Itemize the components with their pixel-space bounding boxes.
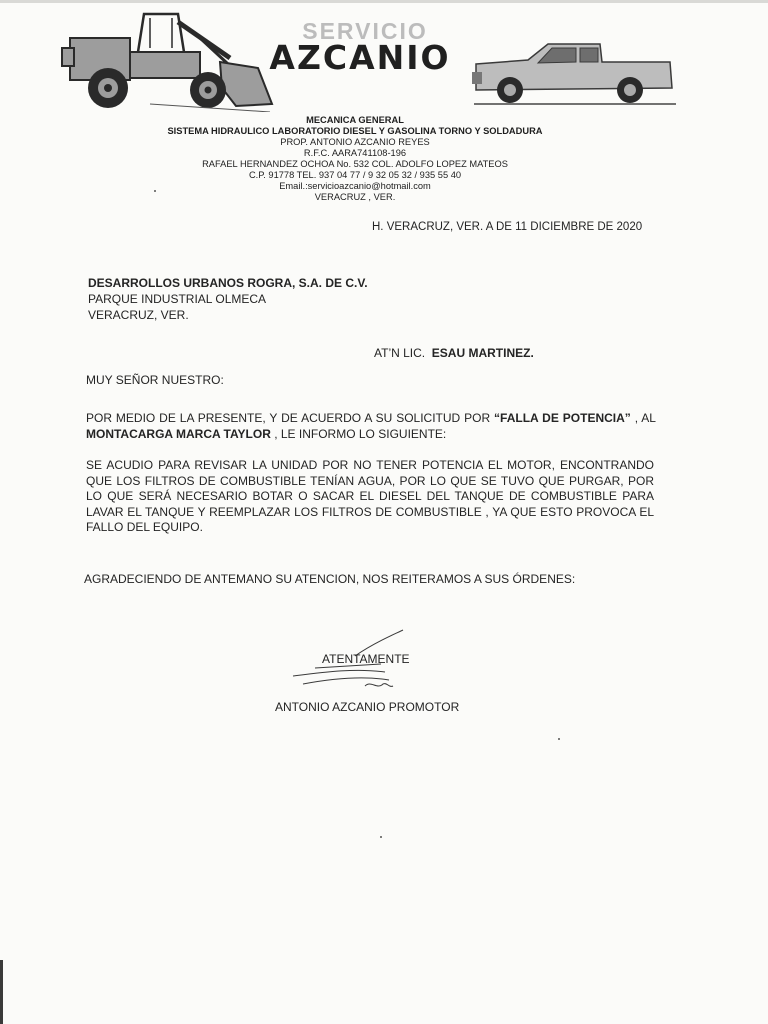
recipient-city: VERACRUZ, VER. (88, 308, 189, 322)
intro-text: POR MEDIO DE LA PRESENTE, Y DE ACUERDO A SU SOLICITUD POR (86, 411, 495, 425)
body-line: FALLO DEL EQUIPO. (86, 520, 203, 535)
signoff: ATENTAMENTE (322, 652, 410, 666)
brand-azcanio: AZCANIO (269, 38, 451, 77)
letterhead-line: SISTEMA HIDRAULICO LABORATORIO DIESEL Y GASOLINA TORNO Y SOLDADURA (167, 126, 543, 136)
body-line: QUE LOS FILTROS DE COMBUSTIBLE TENÍAN AGUA, POR LO QUE SE TUVO QUE PURGAR, POR (86, 473, 654, 488)
intro-emphasis: “FALLA DE POTENCIA” (494, 411, 631, 425)
intro-line-1 (86, 411, 656, 427)
letterhead-line: R.F.C. AARA741108-196 (303, 148, 407, 158)
attention-line (374, 346, 534, 362)
letterhead-line: Email.:servicioazcanio@hotmail.com (279, 181, 431, 191)
intro-emphasis: MONTACARGA MARCA TAYLOR (86, 426, 271, 441)
body-paragraph (86, 458, 654, 536)
scan-speck (380, 836, 382, 838)
letterhead-info (150, 115, 560, 203)
body-line: SE ACUDIO PARA REVISAR LA UNIDAD POR NO TENER POTENCIA EL MOTOR, ENCONTRANDO (86, 458, 654, 472)
body-line: LAVAR EL TANQUE Y REEMPLAZAR LOS FILTROS DE COMBUSTIBLE , YA QUE ESTO PROVOCA EL (86, 504, 654, 519)
intro-text: , LE INFORMO LO SIGUIENTE: (270, 426, 447, 441)
brand-servicio: SERVICIO (302, 18, 428, 44)
intro-line-2 (86, 427, 656, 443)
greeting: MUY SEÑOR NUESTRO: (86, 373, 224, 387)
closing-line: AGRADECIENDO DE ANTEMANO SU ATENCION, NOS REITERAMOS A SUS ÓRDENES: (84, 572, 576, 586)
scan-top-edge (0, 0, 768, 3)
letterhead-line: RAFAEL HERNANDEZ OCHOA No. 532 COL. ADOLFO LOPEZ MATEOS (202, 159, 508, 169)
recipient-company: DESARROLLOS URBANOS ROGRA, S.A. DE C.V. (88, 276, 368, 290)
letterhead-line: VERACRUZ , VER. (314, 192, 396, 202)
recipient-address: PARQUE INDUSTRIAL OLMECA (88, 292, 267, 306)
intro-text: , AL (630, 411, 656, 425)
signer-name: ANTONIO AZCANIO PROMOTOR (275, 700, 460, 714)
attention-prefix: AT’N LIC. (374, 346, 426, 360)
body-line: LO QUE SERÁ NECESARIO BOTAR O SACAR EL DIESEL DEL TANQUE DE COMBUSTIBLE PARA (86, 489, 654, 504)
letterhead-line: MECANICA GENERAL (306, 115, 404, 125)
letter-date: H. VERACRUZ, VER. A DE 11 DICIEMBRE DE 2020 (372, 221, 643, 233)
scan-speck (558, 738, 560, 740)
intro-paragraph (86, 411, 656, 442)
scan-left-edge (0, 960, 3, 1024)
pickup-truck-icon (470, 38, 680, 108)
attention-name: ESAU MARTINEZ. (431, 346, 534, 360)
letterhead-line: PROP. ANTONIO AZCANIO REYES (280, 137, 430, 147)
scan-speck (154, 190, 156, 192)
letterhead-line: C.P. 91778 TEL. 937 04 77 / 9 32 05 32 / 935 55 40 (248, 170, 462, 180)
